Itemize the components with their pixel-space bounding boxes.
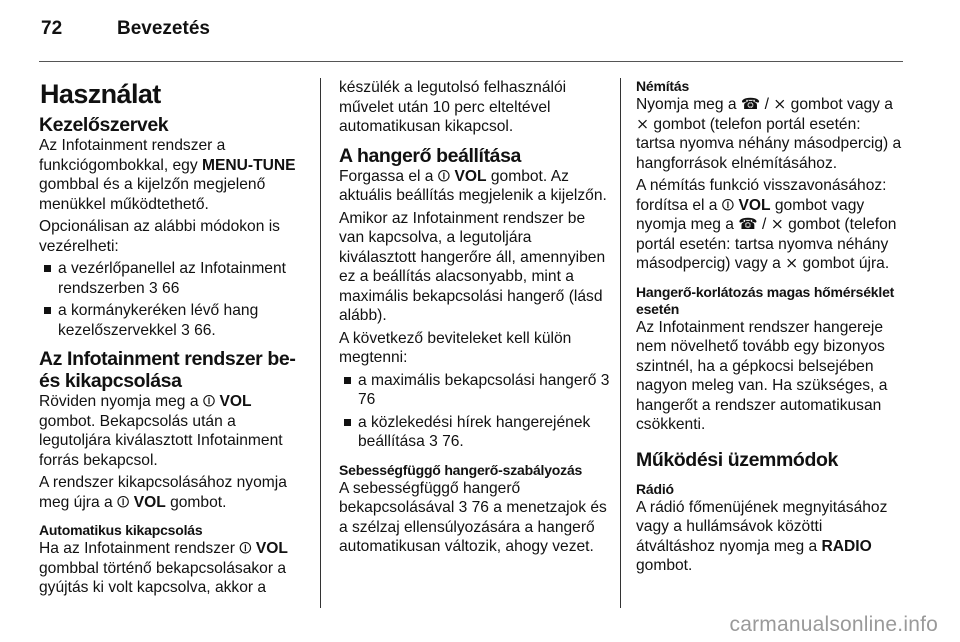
page-number: 72: [41, 18, 63, 39]
column-divider: [320, 78, 321, 608]
list-item: a vezérlőpanellel az Infotainment rendszerben 3 66: [39, 259, 307, 298]
page-title: Bevezetés: [117, 18, 210, 39]
heading-on-off: Az Infotainment rendszer be- és kikapcsolása: [39, 348, 296, 392]
paragraph: A rádió főmenüjének megnyitásához vagy a hullámsávok közötti átváltáshoz nyomja meg a RADIO gombot.: [636, 498, 888, 574]
paragraph: Az Infotainment rendszer hangereje nem növelhető tovább egy bizonyos szintnél, ha a gépkocsi belsejében nagyon meleg van. Ha szükséges, a hangerőt a rendszer automatikusan csökkenti.: [636, 318, 888, 433]
heading-auto-off: Automatikus kikapcsolás: [39, 522, 203, 538]
heading-radio: Rádió: [636, 480, 674, 497]
paragraph: Az Infotainment rendszer a funkciógombokkal, egy MENU-TUNE gombbal és a kijelzőn megjelenő menükkel működtethető.: [39, 137, 296, 213]
paragraph: A rendszer kikapcsolásához nyomja meg újra a ⏼ VOL gombot.: [39, 474, 287, 511]
paragraph: Röviden nyomja meg a ⏼ VOL gombot. Bekapcsolás után a legutoljára kiválasztott Infotainment forrás bekapcsol.: [39, 393, 283, 469]
paragraph: Amikor az Infotainment rendszer be van kapcsolva, a legutoljára kiválasztott hangerőre áll, amennyiben ez a beállítás alacsonyabb, mint a maximális bekapcsolási hangerő (lásd alább).: [339, 209, 606, 324]
paragraph: A némítás funkció visszavonásához: fordítsa el a ⏼ VOL gombot vagy nyomja meg a ☎ / ⨯ gombot (telefon portál esetén: tartsa nyomva néhány másodpercig) vagy a ⨯ gombot újra.: [636, 177, 897, 272]
heading-speed-volume: Sebességfüggő hangerő-szabályozás: [339, 461, 583, 478]
heading-volume: A hangerő beállítása: [339, 144, 522, 167]
list-item: a kormánykeréken lévő hang kezelőszervekkel 3 66.: [39, 301, 307, 340]
heading-mute: Némítás: [636, 78, 690, 94]
page-header: [41, 18, 210, 40]
heading-volume-limit: Hangerő-korlátozás magas hőmérséklet esetén: [636, 283, 895, 317]
paragraph: Forgassa el a ⏼ VOL gombot. Az aktuális beállítás megjelenik a kijelzőn.: [339, 167, 607, 204]
watermark: carmanualsonline.info: [729, 613, 938, 636]
section-title: Használat: [40, 79, 161, 109]
paragraph: Nyomja meg a ☎ / ⨯ gombot vagy a ⨯ gombot (telefon portál esetén: tartsa nyomva néhány másodpercig) a hangforrások elnémításához.: [636, 96, 902, 172]
list-item: a maximális bekapcsolási hangerő 3 76: [339, 371, 611, 410]
paragraph: A sebességfüggő hangerő bekapcsolásával 3 76 a menetzajok és a szélzaj ellensúlyozására a hangerő automatikusan változik, ahogy vezet.: [339, 479, 607, 555]
column-3: [636, 78, 902, 576]
column-1: [39, 78, 307, 598]
column-divider: [620, 78, 621, 608]
paragraph: Ha az Infotainment rendszer ⏼ VOL gombbal történő bekapcsolásakor a gyújtás ki volt kapcsolva, akkor a: [39, 540, 288, 596]
list-item: a közlekedési hírek hangerejének beállítása 3 76.: [339, 413, 611, 452]
paragraph: készülék a legutolsó felhasználói művelet után 10 perc elteltével automatikusan kikapcsol.: [339, 79, 567, 135]
column-2: [339, 78, 611, 557]
paragraph: Opcionálisan az alábbi módokon is vezérelheti:: [39, 218, 280, 255]
header-rule: [39, 61, 903, 62]
paragraph: A következő beviteleket kell külön megtenni:: [339, 329, 572, 366]
heading-operating-modes: Működési üzemmódok: [636, 448, 838, 471]
heading-controls: Kezelőszervek: [39, 114, 169, 136]
